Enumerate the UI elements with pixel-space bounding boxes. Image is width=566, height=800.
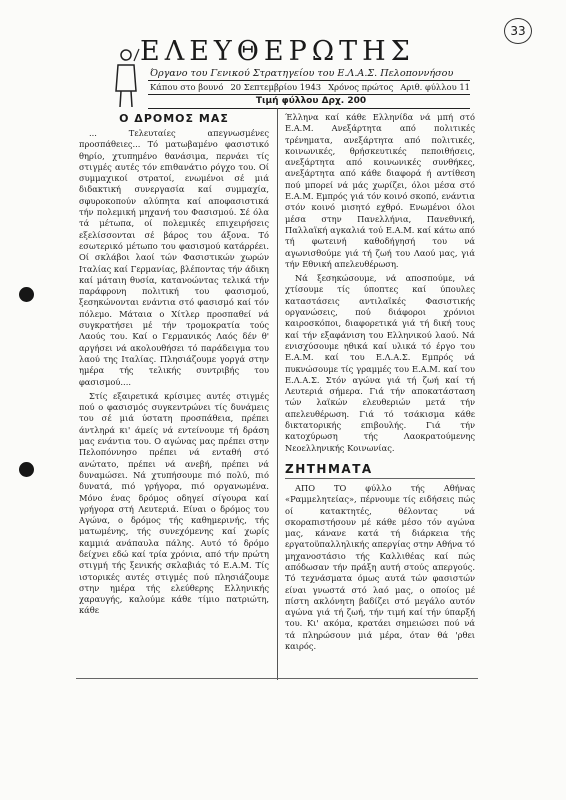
issue-location: Κάπου στο βουνό [150, 82, 224, 92]
issue-date: 20 Σεπτεμβρίου 1943 [230, 82, 322, 92]
article-headline: Ο ΔΡΟΜΟΣ ΜΑΣ [119, 112, 229, 125]
punch-hole [19, 287, 34, 302]
article-paragraph: ... Τελευταίες απεγνωσμένες προσπάθειες... Τό ματωβαμένο φασιστικό θηρίο, χτυπημένο θανάσιμα, περνάει τίς στιγμές αυτές τόν επιθανάτιο ρόγχο του. Οί συμμαχικοί στρατοί, ενωμένοι σέ μιά διδακτική συνεργασία καί συμμαχία, σφυροκοπούν αλύπητα καί αποφασιστικά τήν πολεμική μηχανή του Φασισμού. Σέ όλα τά μέτωπα, οί πολεμικές επιχειρήσεις εξελίσσονται σέ βάρος του άξονα. Τό εσωτερικό μέτωπο του φασισμού κατάρρέει. Οί σκλάβοι λαοί τών Φασιστικών χωρών Ιταλίας καί Γερμανίας, βλέποντας τήν άδικη καί μάταιη θυσία, κατανοώντας τελικά τήν παράφρονη πολιτική του φασισμού, ξεσηκώνονται ενάντια στό φασισμό καί τόν πόλεμο. Μάταια ο Χίτλερ προσπαθεί νά συγκρατήσει μέ τήν τρομοκρατία τούς Λαούς του. Καί ο Γερμανικός Λαός δέν θ' αργήσει νά ακολουθήσει τό παράδειγμα του λαού της Ιταλίας. Πλησιάζουμε γοργά στην ημέρα τής τελικής συντριβής του φασισμού.... [79, 128, 269, 387]
organ-subtitle: Όργανο του Γενικού Στρατηγείου του Ε.Λ.Α.Σ. Πελοποννήσου [150, 68, 454, 79]
article-paragraph: Στίς εξαιρετικά κρίσιμες αυτές στιγμές πού ο φασισμός συγκεντρώνει τίς δυνάμεις του σέ μιά ύστατη προσπάθεια, πρέπει άντληρά κι' άμείς νά εντείνουμε τή δράση μας ενάντια του. Ο αγώνας μας πρέπει στην Πελοπόννησο πρέπει νά ενταθή στό ανώτατο, πρέπει νά ανεβή, πρέπει νά δυναμώσει. Νά χτυπήσουμε πιό πολύ, πιό δυνατά, πιό γρήγορα, πιό οργανωμένα. Μόνο ένας δρόμος οδηγεί σίγουρα καί γρήγορα στή Λευτεριά. Είναι ο δρόμος του Αγώνα, ο δρόμος τής καθημερινής, τής ματωμένης, τής συνεχόμενης καί χωρίς καμμιά ανάπαυλα πάλης. Αυτό τό δρόμο δείχνει εδώ καί τρία χρόνια, από τήν πρώτη στιγμή τής ξενικής σκλαβιάς τό Ε.Α.Μ. Τίς ιστορικές αυτές στιγμές πού πλησιάζουμε στην ημέρα τής ελεύθερης Ελληνικής χαραυγής, καλούμε κάθε τίμιο πατριώτη, κάθε [79, 390, 269, 616]
newspaper-title: ΕΛΕΥΘΕΡΩΤΗΣ [140, 36, 415, 67]
header-rule [148, 80, 470, 81]
partisan-emblem-icon [112, 47, 140, 109]
header-rule [148, 108, 470, 109]
article-paragraph: Έλληνα καί κάθε Ελληνίδα νά μπή στό Ε.Α.Μ. Ανεξάρτητα από πολιτικές τρένηματα, ανεξάρτητα από πολιτικές, κοινωνικές, θρήσκευτικές πεποιθήσεις, ανεξάρτητα από κοινωνικές συνθήκες, ανεξάρτητα από κάθε διαφορά ή αντίθεση πού μπορεί νά μάς χωρίζει, όλοι μέσα στό Ε.Α.Μ. Εμπρός γιά τόν κοινό σκοπό, ενάντια στόν κοινό μισητό εχθρό. Ενωμένοι όλοι μέσα στην Πανελλήνια, Πανεθνική, Παλλαϊκή αγκαλιά τού Ε.Α.Μ. καί κάτω από τή φωτεινή καθοδήγησή του νά αγωνισθούμε γιά τή ζωή του Λαού μας, γιά τήν Εθνική απελευθέρωση. [285, 112, 475, 269]
left-column [79, 112, 269, 677]
issue-price: Τιμή φύλλου Δρχ. 200 [255, 96, 367, 106]
section-paragraph: ΑΠΟ ΤΟ φύλλο τής Αθήνας «Ραμμελητείας», πέρνουμε τίς ειδήσεις πώς οί κατακτητές, θέλοντας νά σκοραπιστήσουν μέ κάθε μέσο τόν αγώνα μας, κάνανε κατά τή διάρκεια τής εργατοϋπαλληλικής απεργίας στην Αθήνα τό μηχανοστάσιο τής Καλλιθέας καί πώς απόδωσαν τήν πράξη αυτή στούς απεργούς. Τό τεχνάσματα όμως αυτά τών φασιστών είναι γνωστά στό λαό μας, ο οποίος μέ πίστη ακλόνητη βαδίζει στό μεγάλο αυτόν αγώνα γιά τή ζωή, τήν τιμή καί τήν ύπαρξή του. Κι' ακόμα, κρατάει σημειώσει πού νά τά πληρώσουν μιά μέρα, όταν θά 'ρθει καιρός. [285, 482, 475, 652]
header-rule [148, 94, 470, 95]
issue-number: Αριθ. φύλλου 11 [400, 82, 470, 92]
punch-hole [19, 462, 34, 477]
section-title: ΖΗΤΗΜΑΤΑ [285, 462, 475, 479]
issue-year: Χρόνος πρώτος [328, 82, 394, 92]
column-divider [277, 108, 278, 680]
bottom-rule [76, 678, 478, 679]
issue-info [150, 82, 470, 92]
right-column [285, 112, 475, 677]
page-number: 33 [504, 18, 532, 44]
article-paragraph: Νά ξεσηκώσουμε, νά αποσπούμε, νά χτίσουμε τίς ύποπτες καί ύπουλες καταστάσεις αντιλαϊκές Φασιστικής οργανώσεις, πού διάφοροι χρόνιοι καιροσκόποι, διαφορετικά γιά τή δική τους καί τήν εξαφάνιση του Ελληνικού λαού. Νά ενισχύσουμε ηθικά καί υλικά τό έργο του Ε.Α.Μ. καί του Ε.Λ.Α.Σ. Εμπρός νά πυκνώσουμε τίς γραμμές του Ε.Α.Μ. καί του Ε.Λ.Α.Σ. Στόν αγώνα γιά τή ζωή καί τή Λευτεριά σήμερα. Γιά τήν αποκατάσταση τών λαϊκών ελευθεριών μετά τήν απελευθέρωση. Γιά τό τσάκισμα κάθε δικτατορικής επιβουλής. Γιά τήν κατοχύρωση τής Λαοκρατούμενης Νεοελληνικής Κοινωνίας. [285, 273, 475, 453]
